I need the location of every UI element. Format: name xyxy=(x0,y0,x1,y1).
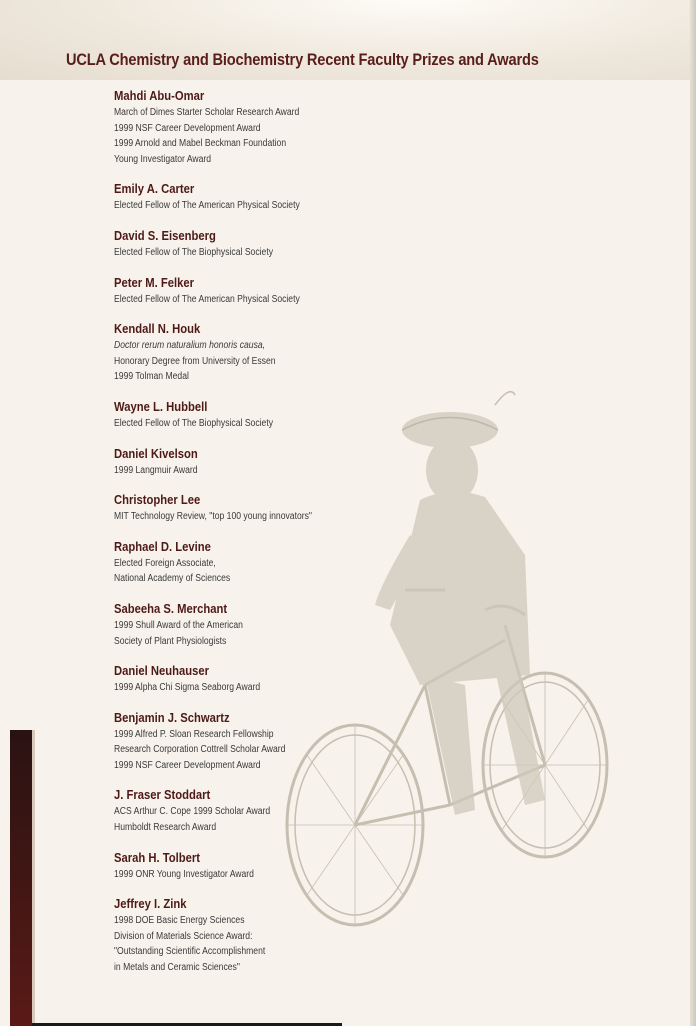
award-line: March of Dimes Starter Scholar Research Award xyxy=(114,107,300,118)
award-line: 1999 NSF Career Development Award xyxy=(114,759,261,771)
award-line: National Academy of Sciences xyxy=(114,573,231,585)
faculty-name: Raphael D. Levine xyxy=(114,539,211,554)
faculty-name: J. Fraser Stoddart xyxy=(114,788,211,803)
faculty-name: David S. Eisenberg xyxy=(114,228,216,243)
award-line: Honorary Degree from University of Essen xyxy=(114,355,276,367)
faculty-entry xyxy=(114,321,414,385)
faculty-entry xyxy=(114,181,414,214)
faculty-name: Peter M. Felker xyxy=(114,275,195,290)
faculty-entry xyxy=(114,896,414,975)
award-line: ACS Arthur C. Cope 1999 Scholar Award xyxy=(114,806,271,818)
award-line: 1999 Arnold and Mabel Beckman Foundation xyxy=(114,138,287,150)
award-line: "Outstanding Scientific Accomplishment xyxy=(114,946,266,958)
faculty-entry xyxy=(114,492,414,525)
faculty-entry xyxy=(114,399,414,432)
decorative-bar xyxy=(10,730,32,1026)
award-line: 1999 NSF Career Development Award xyxy=(114,122,261,134)
award-line: Research Corporation Cottrell Scholar Award xyxy=(114,744,286,756)
faculty-entry xyxy=(114,787,414,835)
faculty-name: Mahdi Abu-Omar xyxy=(114,89,205,103)
award-line: Young Investigator Award xyxy=(114,153,212,165)
award-line: Division of Materials Science Award: xyxy=(114,930,253,942)
award-line: Elected Foreign Associate, xyxy=(114,557,216,569)
faculty-entry xyxy=(114,850,414,883)
faculty-entry xyxy=(114,710,414,774)
faculty-name: Christopher Lee xyxy=(114,493,201,508)
faculty-name: Sabeeha S. Merchant xyxy=(114,601,228,616)
page-edge xyxy=(690,0,696,1026)
faculty-awards-list xyxy=(114,88,414,990)
faculty-entry xyxy=(114,539,414,587)
award-line: Elected Fellow of The Biophysical Society xyxy=(114,417,274,429)
faculty-name: Daniel Kivelson xyxy=(114,446,198,461)
faculty-entry xyxy=(114,88,414,167)
award-line: 1999 Shull Award of the American xyxy=(114,619,243,631)
faculty-entry xyxy=(114,663,414,696)
faculty-entry xyxy=(114,601,414,649)
award-line: 1998 DOE Basic Energy Sciences xyxy=(114,915,245,927)
faculty-name: Emily A. Carter xyxy=(114,182,195,197)
award-line: Elected Fellow of The American Physical Society xyxy=(114,293,300,305)
award-line: MIT Technology Review, "top 100 young innovators" xyxy=(114,511,312,523)
award-line: 1999 Alpha Chi Sigma Seaborg Award xyxy=(114,682,261,694)
faculty-entry xyxy=(114,446,414,479)
faculty-name: Kendall N. Houk xyxy=(114,322,201,337)
award-line: 1999 Langmuir Award xyxy=(114,464,198,476)
award-line: Humboldt Research Award xyxy=(114,822,217,834)
faculty-name: Daniel Neuhauser xyxy=(114,664,210,679)
award-line: 1999 ONR Young Investigator Award xyxy=(114,868,254,880)
faculty-name: Jeffrey I. Zink xyxy=(114,897,187,912)
award-line: Doctor rerum naturalium honoris causa, xyxy=(114,340,266,352)
award-line: Society of Plant Physiologists xyxy=(114,635,227,647)
faculty-entry xyxy=(114,275,414,308)
award-line: 1999 Alfred P. Sloan Research Fellowship xyxy=(114,728,274,740)
award-line: Elected Fellow of The Biophysical Society xyxy=(114,246,274,258)
award-line: in Metals and Ceramic Sciences" xyxy=(114,962,240,974)
award-line: 1999 Tolman Medal xyxy=(114,371,189,383)
award-line: Elected Fellow of The American Physical Society xyxy=(114,200,300,212)
faculty-entry xyxy=(114,228,414,261)
page-title: UCLA Chemistry and Biochemistry Recent Faculty Prizes and Awards xyxy=(66,50,539,69)
faculty-name: Wayne L. Hubbell xyxy=(114,399,208,414)
faculty-name: Benjamin J. Schwartz xyxy=(114,710,230,725)
faculty-name: Sarah H. Tolbert xyxy=(114,850,201,865)
